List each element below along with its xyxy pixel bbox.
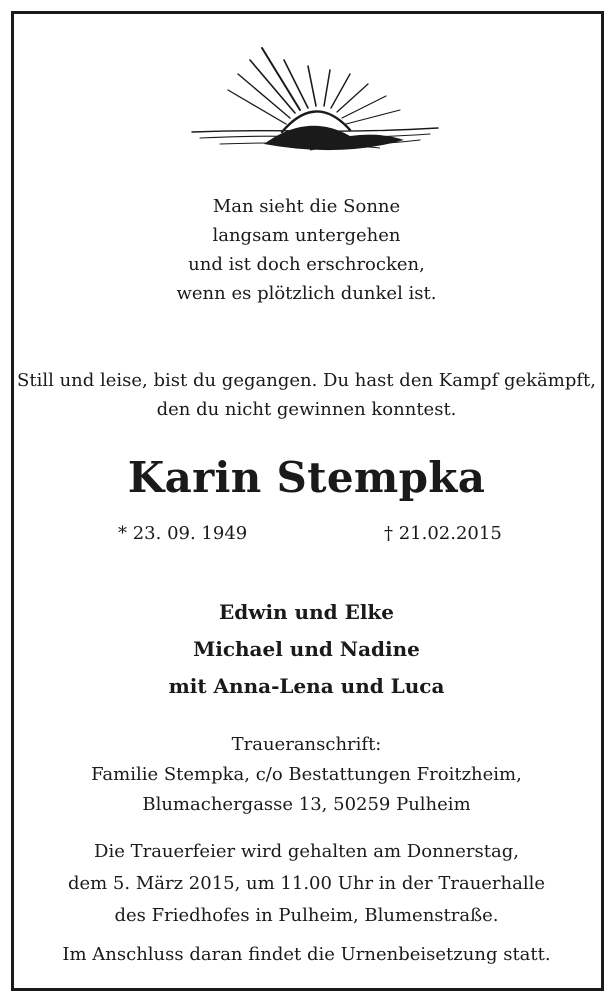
mourning-address (0, 730, 613, 820)
address-heading: Traueranschrift: (231, 734, 382, 755)
funeral-service-info (0, 836, 613, 932)
service-line: des Friedhofes in Pulheim, Blumenstraße. (114, 905, 499, 926)
family-line: Edwin und Elke (219, 600, 394, 624)
poem (0, 192, 613, 308)
death-date: † 21.02.2015 (384, 523, 502, 544)
poem-line: Man sieht die Sonne (212, 196, 401, 217)
quote-line: Still und leise, bist du gegangen. Du hast den Kampf gekämpft, (17, 370, 596, 391)
poem-line: langsam untergehen (212, 225, 401, 246)
birth-date: * 23. 09. 1949 (118, 523, 248, 544)
service-line: Die Trauerfeier wird gehalten am Donnerstag, (94, 841, 519, 862)
quote-line: den du nicht gewinnen konntest. (156, 399, 457, 420)
deceased-name: Karin Stempka (127, 453, 486, 502)
poem-line: und ist doch erschrocken, (188, 254, 425, 275)
family-line: Michael und Nadine (193, 637, 420, 661)
family-names (0, 594, 613, 705)
address-line: Familie Stempka, c/o Bestattungen Froitzheim, (91, 764, 522, 785)
urn-burial-note: Im Anschluss daran findet die Urnenbeisetzung statt. (62, 944, 551, 965)
address-line: Blumachergasse 13, 50259 Pulheim (142, 794, 471, 815)
farewell-quote (0, 366, 613, 424)
poem-line: wenn es plötzlich dunkel ist. (176, 283, 437, 304)
service-line: dem 5. März 2015, um 11.00 Uhr in der Trauerhalle (67, 873, 546, 894)
family-line: mit Anna-Lena und Luca (168, 674, 445, 698)
setting-sun-icon (190, 40, 440, 160)
